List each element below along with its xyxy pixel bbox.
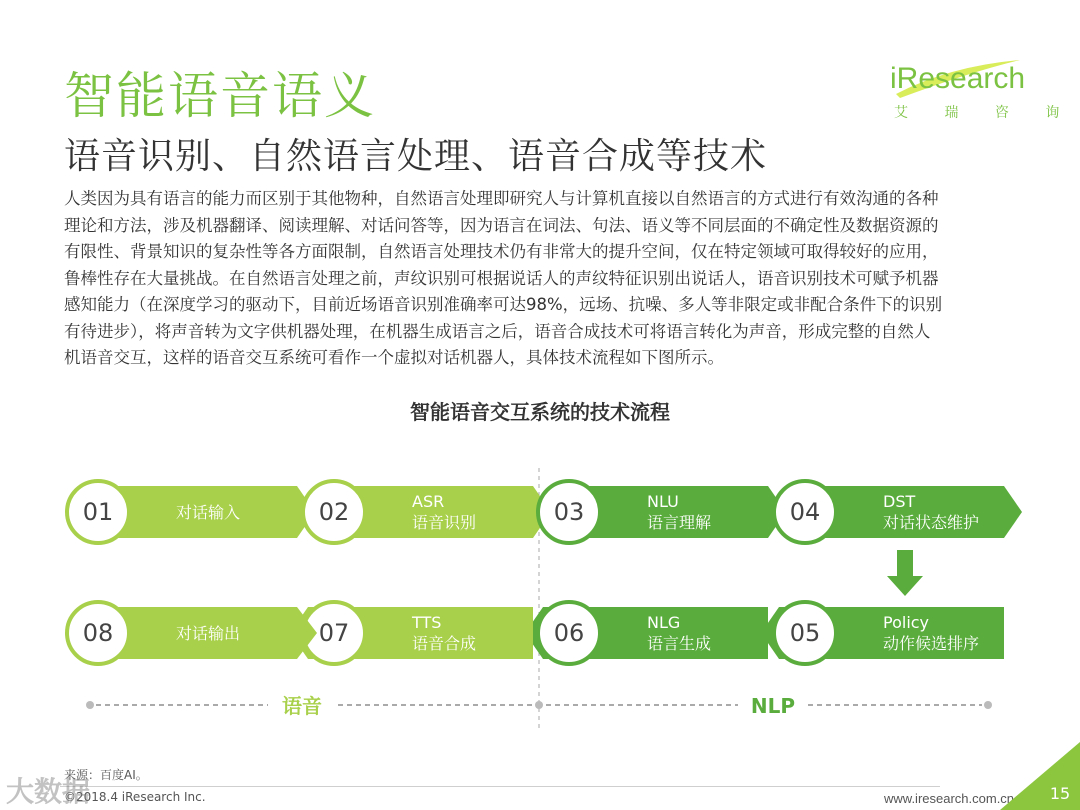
step-number: 08 [82, 619, 114, 647]
page-subtitle: 语音识别、自然语言处理、语音合成等技术 [64, 136, 768, 177]
legend-right-label: NLP [750, 694, 796, 718]
step-number: 03 [553, 498, 585, 526]
website-text: www.iresearch.com.cn [884, 791, 1015, 806]
step-label: 语音合成 [412, 634, 477, 653]
legend-dot [984, 701, 992, 709]
legend-dot [535, 701, 543, 709]
down-arrow-icon [887, 550, 923, 596]
legend-dot [86, 701, 94, 709]
step-number: 01 [82, 498, 114, 526]
step-number: 06 [553, 619, 585, 647]
step-code: NLU [647, 492, 679, 511]
step-code: Policy [883, 613, 930, 632]
step-number: 07 [318, 619, 350, 647]
step-code: ASR [412, 492, 445, 511]
footer-divider [60, 786, 940, 787]
step-label: 动作候选排序 [883, 634, 980, 653]
diagram-title: 智能语音交互系统的技术流程 [410, 400, 670, 424]
step-number: 04 [789, 498, 821, 526]
paragraph-line: 有限性、背景知识的复杂性等各方面限制，自然语言处理技术仍有非常大的提升空间，仅在特定领域可取得较好的应用， [64, 242, 939, 261]
page-number: 15 [1049, 784, 1071, 803]
logo-text: iResearch [890, 62, 1026, 95]
paragraph-line: 机语音交互，这样的语音交互系统可看作一个虚拟对话机器人，具体技术流程如下图所示。 [64, 348, 724, 367]
paragraph-line: 鲁棒性存在大量挑战。在自然语言处理之前，声纹识别可根据说话人的声纹特征识别出说话人，语音识别技术可赋予机器 [64, 268, 939, 288]
paragraph-line: 有待进步），将声音转为文字供机器处理，在机器生成语言之后，语音合成技术可将语言转化为声音，形成完整的自然人 [64, 321, 931, 341]
step-code: NLG [647, 613, 681, 632]
step-code: DST [883, 492, 916, 511]
step-label: 对话状态维护 [883, 513, 980, 532]
step-label: 语音识别 [412, 513, 477, 532]
copyright-text: ©2018.4 iResearch Inc. [64, 790, 206, 804]
watermark: 大数据 [6, 775, 91, 808]
source-note: 来源：百度AI。 [64, 768, 148, 782]
paragraph-line: 感知能力（在深度学习的驱动下，目前近场语音识别准确率可达98%，远场、抗噪、多人等非限定或非配合条件下的识别 [64, 295, 943, 314]
intro-paragraph [64, 186, 1024, 372]
paragraph-line: 理论和方法，涉及机器翻译、阅读理解、对话问答等，因为语言在词法、句法、语义等不同层面的不确定性及数据资源的 [64, 215, 939, 235]
step-number: 02 [318, 498, 350, 526]
step-code: TTS [412, 613, 442, 632]
step-label: 对话输入 [176, 503, 241, 522]
logo-subtext: 艾 瑞 咨 询 [894, 105, 1076, 121]
paragraph-line: 人类因为具有语言的能力而区别于其他物种，自然语言处理即研究人与计算机直接以自然语言的方式进行有效沟通的各种 [64, 189, 939, 208]
iresearch-logo [890, 56, 1076, 126]
page-title: 智能语音语义 [64, 67, 376, 125]
step-number: 05 [789, 619, 821, 647]
flow-diagram [0, 460, 1080, 740]
step-label: 语言生成 [647, 634, 712, 653]
step-label: 语言理解 [647, 513, 712, 532]
legend-left-label: 语音 [282, 694, 322, 718]
step-label: 对话输出 [176, 624, 241, 643]
